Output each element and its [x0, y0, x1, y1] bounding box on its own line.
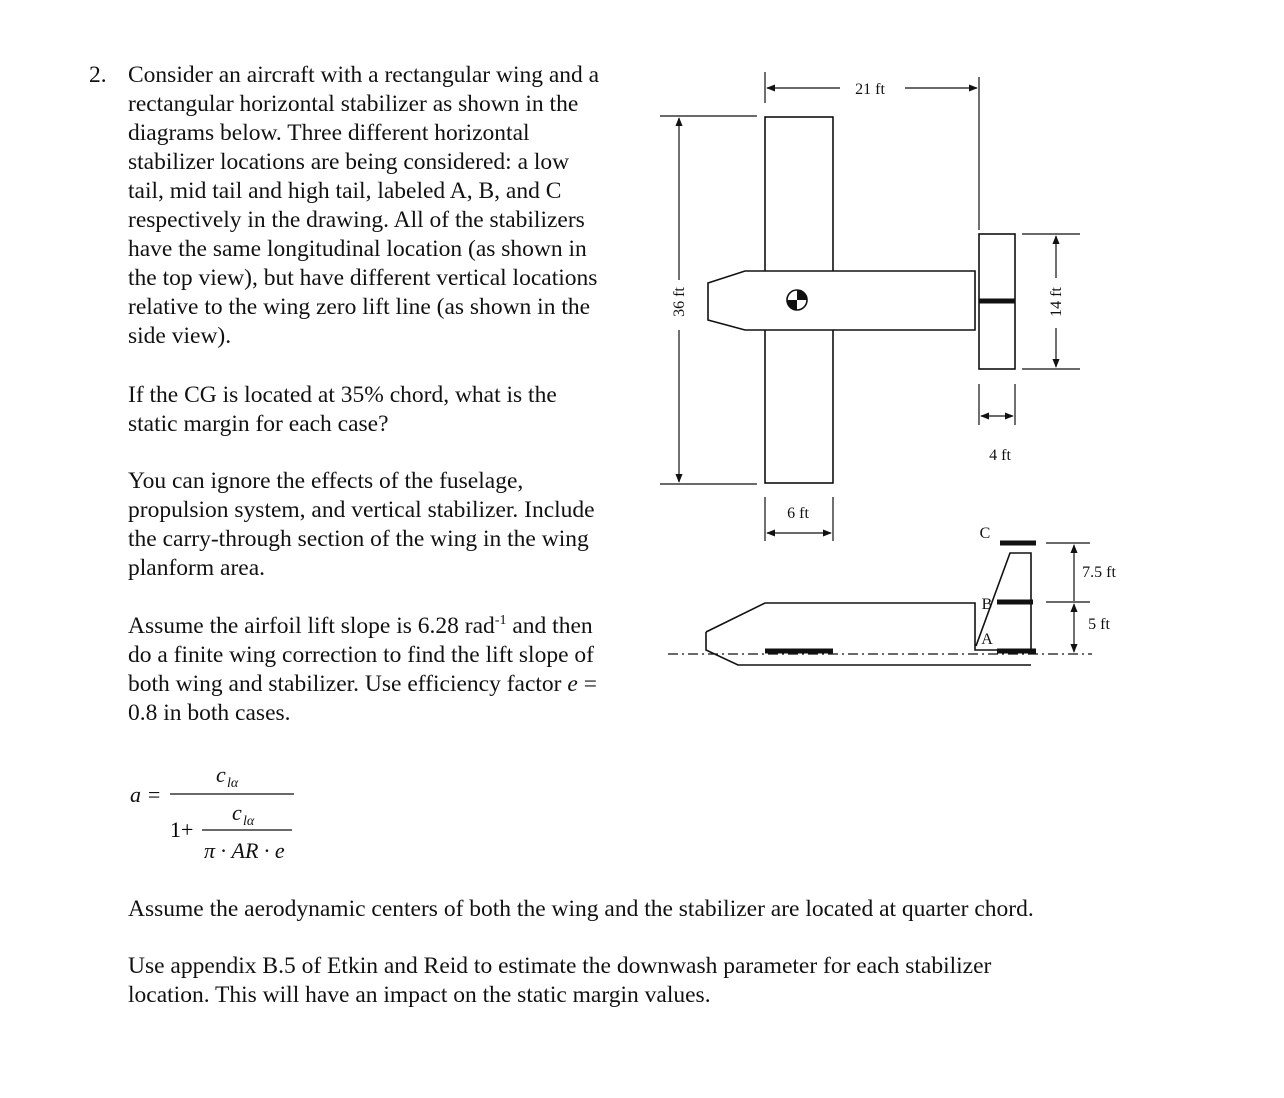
ignore-line: planform area.: [128, 555, 266, 581]
intro-line: side view).: [128, 323, 232, 349]
stabilizer-b-label: B: [981, 596, 993, 613]
intro-line: rectangular horizontal stabilizer as shown in the: [128, 91, 579, 117]
downwash-line: Use appendix B.5 of Etkin and Reid to estimate the downwash parameter for each stabilizer: [128, 953, 992, 979]
efficiency-variable: e: [567, 671, 578, 697]
formula-numerator: c: [216, 762, 226, 787]
lift-slope-line: do a finite wing correction to find the lift slope of: [128, 642, 594, 668]
stabilizer-c-label: C: [979, 525, 991, 542]
stabilizer-a-label: A: [981, 631, 993, 648]
dim-36ft-label: 36 ft: [671, 287, 688, 317]
dim-6ft-label: 6 ft: [787, 505, 809, 522]
ignore-line: propulsion system, and vertical stabilizer. Include: [128, 497, 595, 523]
dim-14ft-label: 14 ft: [1048, 287, 1065, 317]
intro-line: respectively in the drawing. All of the stabilizers: [128, 207, 585, 233]
downwash-line: location. This will have an impact on the static margin values.: [128, 982, 711, 1008]
aero-center-line: Assume the aerodynamic centers of both the wing and the stabilizer are located at quarter chord.: [128, 896, 1034, 922]
dim-5ft-label: 5 ft: [1088, 616, 1110, 633]
problem-number: 2.: [89, 62, 107, 88]
formula-one-plus: 1+: [170, 817, 194, 842]
formula-inner-subscript: lα: [243, 814, 255, 829]
lift-slope-line: 0.8 in both cases.: [128, 700, 291, 726]
formula-numerator-subscript: lα: [227, 776, 239, 791]
top-view: [660, 72, 1080, 541]
intro-line: stabilizer locations are being considered: a low: [128, 149, 570, 175]
intro-line: tail, mid tail and high tail, labeled A, B, and C: [128, 178, 562, 204]
formula-inner-denominator: π · AR · e: [204, 838, 285, 863]
ignore-line: You can ignore the effects of the fuselage,: [128, 468, 524, 494]
efficiency-equals: =: [577, 671, 597, 697]
dim-7-5ft-label: 7.5 ft: [1082, 564, 1116, 581]
fuselage-top: [708, 271, 975, 330]
ignore-line: the carry-through section of the wing in the wing: [128, 526, 589, 552]
lift-slope-text: Assume the airfoil lift slope is 6.28 rad: [128, 613, 495, 639]
cg-symbol: [787, 290, 807, 310]
intro-line: have the same longitudinal location (as shown in: [128, 236, 587, 262]
intro-line: the top view), but have different vertical locations: [128, 265, 598, 291]
intro-line: Consider an aircraft with a rectangular wing and a: [128, 62, 600, 88]
question-line: If the CG is located at 35% chord, what is the: [128, 382, 557, 408]
efficiency-text: both wing and stabilizer. Use efficiency factor: [128, 671, 568, 697]
dim-4ft-label: 4 ft: [989, 447, 1011, 464]
intro-line: diagrams below. Three different horizontal: [128, 120, 530, 146]
dim-21ft-label: 21 ft: [855, 81, 885, 98]
formula-lhs: a =: [130, 782, 162, 807]
lift-slope-formula: [130, 762, 294, 863]
lift-slope-text-end: and then: [506, 613, 593, 639]
rad-exponent: -1: [494, 613, 507, 629]
formula-inner-numerator: c: [232, 800, 242, 825]
question-line: static margin for each case?: [128, 411, 389, 437]
intro-line: relative to the wing zero lift line (as shown in the: [128, 294, 591, 320]
side-view: [668, 543, 1092, 665]
